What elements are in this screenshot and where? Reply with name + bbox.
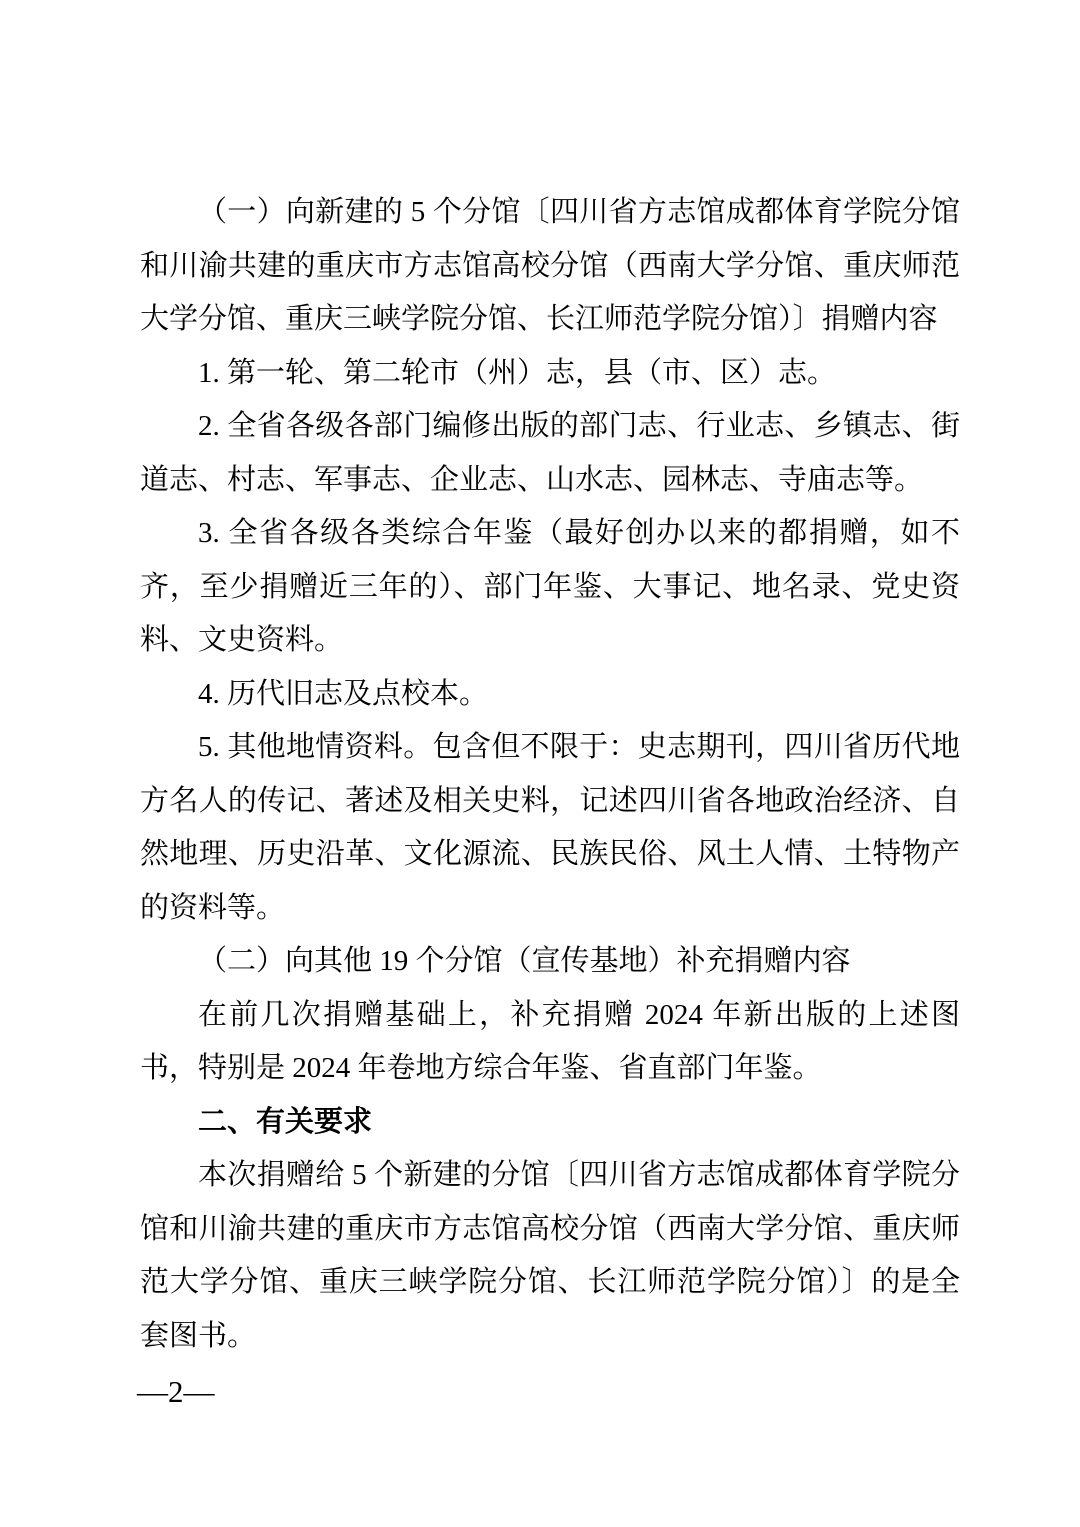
paragraph-item-3: 3. 全省各级各类综合年鉴（最好创办以来的都捐赠，如不齐，至少捐赠近三年的）、部门年鉴、大事记、地名录、党史资料、文史资料。 (140, 517, 960, 656)
paragraph-requirements-body: 本次捐赠给 5 个新建的分馆〔四川省方志馆成都体育学院分馆和川渝共建的重庆市方志馆高校分馆（西南大学分馆、重庆师范大学分馆、重庆三峡学院分馆、长江师范学院分馆）〕的是全套图书。 (140, 1159, 960, 1352)
page-number: —2— (137, 1374, 215, 1409)
paragraph-item-5: 5. 其他地情资料。包含但不限于：史志期刊，四川省历代地方名人的传记、著述及相关史料，记述四川省各地政治经济、自然地理、历史沿革、文化源流、民族民俗、风土人情、土特物产的资料等。 (140, 731, 960, 924)
paragraph-donation-content-section-1: （一）向新建的 5 个分馆〔四川省方志馆成都体育学院分馆和川渝共建的重庆市方志馆高校分馆（西南大学分馆、重庆师范大学分馆、重庆三峡学院分馆、长江师范学院分馆）〕捐赠内容 (140, 196, 960, 335)
paragraph-item-1: 1. 第一轮、第二轮市（州）志，县（市、区）志。 (198, 356, 837, 389)
paragraph-item-4: 4. 历代旧志及点校本。 (198, 677, 489, 710)
document-body (140, 186, 960, 1363)
paragraph-donation-content-section-2: （二）向其他 19 个分馆（宣传基地）补充捐赠内容 (198, 945, 851, 977)
paragraph-supplementary-donation: 在前几次捐赠基础上，补充捐赠 2024 年新出版的上述图书，特别是 2024 年卷地方综合年鉴、省直部门年鉴。 (140, 998, 960, 1084)
section-heading-requirements: 二、有关要求 (198, 1105, 373, 1138)
paragraph-item-2: 2. 全省各级各部门编修出版的部门志、行业志、乡镇志、街道志、村志、军事志、企业志、山水志、园林志、寺庙志等。 (140, 410, 960, 496)
